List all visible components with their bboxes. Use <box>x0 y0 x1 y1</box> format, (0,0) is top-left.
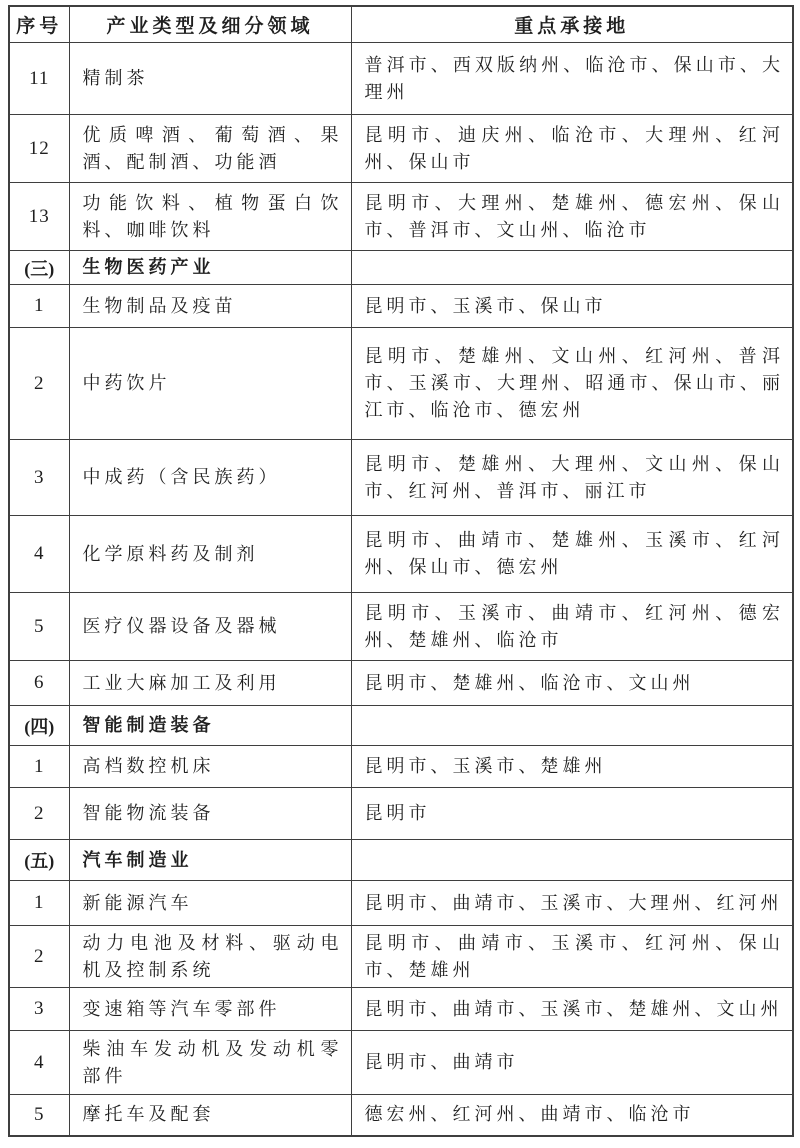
row-locations: 昆明市、楚雄州、临沧市、文山州 <box>351 661 793 706</box>
table-header-row <box>9 6 793 43</box>
row-field: 功能饮料、植物蛋白饮料、咖啡饮料 <box>69 183 351 251</box>
row-field: 工业大麻加工及利用 <box>69 661 351 706</box>
col-header-no: 序号 <box>9 6 69 43</box>
table-row <box>9 440 793 516</box>
section-locations-empty <box>351 706 793 746</box>
table-row <box>9 746 793 788</box>
table-row <box>9 926 793 988</box>
section-row <box>9 251 793 285</box>
industry-transfer-table <box>8 5 794 1137</box>
table-row <box>9 881 793 926</box>
table-row <box>9 788 793 840</box>
row-field: 柴油车发动机及发动机零部件 <box>69 1031 351 1095</box>
row-locations: 昆明市、曲靖市、玉溪市、红河州、保山市、楚雄州 <box>351 926 793 988</box>
row-no: 11 <box>9 43 69 115</box>
table-row <box>9 183 793 251</box>
row-locations: 德宏州、红河州、曲靖市、临沧市 <box>351 1095 793 1136</box>
row-locations: 昆明市、曲靖市、楚雄州、玉溪市、红河州、保山市、德宏州 <box>351 516 793 593</box>
row-field: 变速箱等汽车零部件 <box>69 988 351 1031</box>
row-field: 新能源汽车 <box>69 881 351 926</box>
row-locations: 昆明市、楚雄州、大理州、文山州、保山市、红河州、普洱市、丽江市 <box>351 440 793 516</box>
section-no: (三) <box>9 251 69 285</box>
row-field: 动力电池及材料、驱动电机及控制系统 <box>69 926 351 988</box>
row-locations: 昆明市、迪庆州、临沧市、大理州、红河州、保山市 <box>351 115 793 183</box>
row-no: 1 <box>9 285 69 328</box>
row-no: 1 <box>9 881 69 926</box>
row-field: 医疗仪器设备及器械 <box>69 593 351 661</box>
row-locations: 昆明市、曲靖市 <box>351 1031 793 1095</box>
row-field: 优质啤酒、葡萄酒、果酒、配制酒、功能酒 <box>69 115 351 183</box>
table-row <box>9 661 793 706</box>
section-title: 生物医药产业 <box>69 251 351 285</box>
section-row <box>9 706 793 746</box>
row-locations: 昆明市 <box>351 788 793 840</box>
table-row <box>9 1095 793 1136</box>
section-title: 智能制造装备 <box>69 706 351 746</box>
table-row <box>9 988 793 1031</box>
col-header-industry: 产业类型及细分领域 <box>69 6 351 43</box>
table-row <box>9 1031 793 1095</box>
row-field: 高档数控机床 <box>69 746 351 788</box>
row-no: 3 <box>9 988 69 1031</box>
table-row <box>9 115 793 183</box>
row-no: 4 <box>9 516 69 593</box>
table-row <box>9 285 793 328</box>
row-no: 2 <box>9 788 69 840</box>
table-row <box>9 593 793 661</box>
table-row <box>9 516 793 593</box>
row-locations: 昆明市、曲靖市、玉溪市、楚雄州、文山州 <box>351 988 793 1031</box>
section-no: (五) <box>9 840 69 881</box>
row-no: 2 <box>9 328 69 440</box>
row-no: 12 <box>9 115 69 183</box>
section-title: 汽车制造业 <box>69 840 351 881</box>
row-field: 化学原料药及制剂 <box>69 516 351 593</box>
row-field: 摩托车及配套 <box>69 1095 351 1136</box>
row-locations: 昆明市、玉溪市、保山市 <box>351 285 793 328</box>
table-row <box>9 43 793 115</box>
row-no: 5 <box>9 593 69 661</box>
row-locations: 昆明市、玉溪市、曲靖市、红河州、德宏州、楚雄州、临沧市 <box>351 593 793 661</box>
row-locations: 昆明市、玉溪市、楚雄州 <box>351 746 793 788</box>
row-locations: 普洱市、西双版纳州、临沧市、保山市、大理州 <box>351 43 793 115</box>
row-no: 6 <box>9 661 69 706</box>
row-locations: 昆明市、楚雄州、文山州、红河州、普洱市、玉溪市、大理州、昭通市、保山市、丽江市、临沧市、德宏州 <box>351 328 793 440</box>
row-field: 生物制品及疫苗 <box>69 285 351 328</box>
row-locations: 昆明市、曲靖市、玉溪市、大理州、红河州 <box>351 881 793 926</box>
row-field: 精制茶 <box>69 43 351 115</box>
section-row <box>9 840 793 881</box>
row-no: 3 <box>9 440 69 516</box>
row-field: 中成药（含民族药） <box>69 440 351 516</box>
row-no: 13 <box>9 183 69 251</box>
row-field: 中药饮片 <box>69 328 351 440</box>
row-no: 1 <box>9 746 69 788</box>
section-locations-empty <box>351 251 793 285</box>
table-row <box>9 328 793 440</box>
row-no: 5 <box>9 1095 69 1136</box>
col-header-locations: 重点承接地 <box>351 6 793 43</box>
row-no: 4 <box>9 1031 69 1095</box>
row-locations: 昆明市、大理州、楚雄州、德宏州、保山市、普洱市、文山州、临沧市 <box>351 183 793 251</box>
section-locations-empty <box>351 840 793 881</box>
row-no: 2 <box>9 926 69 988</box>
row-field: 智能物流装备 <box>69 788 351 840</box>
section-no: (四) <box>9 706 69 746</box>
